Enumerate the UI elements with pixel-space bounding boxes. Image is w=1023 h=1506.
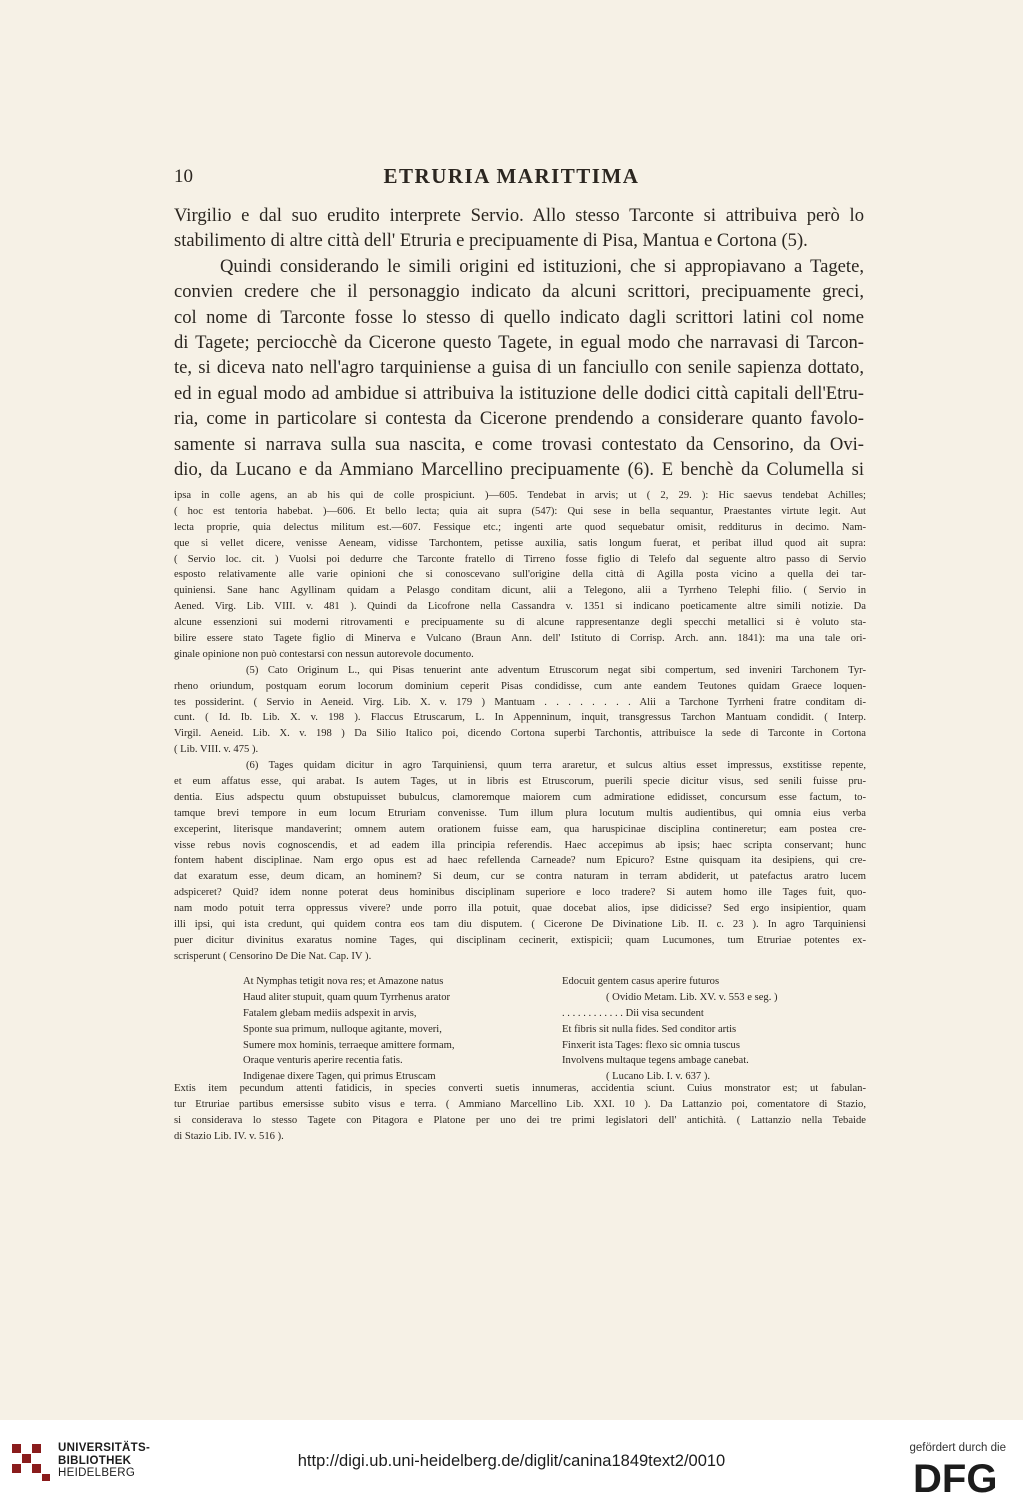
verse-line-left: Sponte sua primum, nulloque agitante, moveri,: [243, 1023, 442, 1035]
note-line: tur Etruriae partibus emersisse subito visus e terra. ( Ammiano Marcellino Lib. XXI. 10 ). Da Lattanzio poi, comentatore di Stazio,: [174, 1098, 866, 1110]
body-line: Virgilio e dal suo erudito interprete Servio. Allo stesso Tarconte si attribuiva però lo: [174, 205, 864, 226]
dfg-logo: [913, 1458, 1009, 1496]
body-line: te, si diceva nato nell'agro tarquiniense a guisa di un fanciullo con senile sapienza dottato,: [174, 357, 864, 379]
library-name: UNIVERSITÄTS- BIBLIOTHEK HEIDELBERG: [58, 1442, 151, 1479]
note-line: (5) Cato Originum L., qui Pisas tenuerint ante adventum Etruscorum negat sibi compertum, sed inveniri Tarchonem Tyr-: [246, 664, 866, 676]
verse-line-right: Edocuit gentem casus aperire futuros: [562, 976, 720, 987]
note-line: nam modo potuit terra oppressus vivere? unde porro illa potuit, quae docebat alios, ipse didicisse? Sed ergo insipientior, quam: [174, 903, 866, 915]
verse-line-right: . . . . . . . . . . . . Dii visa secundent: [562, 1007, 704, 1019]
body-line: convien credere che il personaggio indicato da alcuni scrittori, precipuamente greci,: [174, 281, 864, 303]
note-line: Virgil. Aeneid. Lib. X. v. 198 ) Da Silio Italico poi, dicendo Cortona superbi Tarchontis, attribuisce la sede di Tarconte in Cortona: [174, 728, 866, 740]
note-line: tes possiderint. ( Servio in Aeneid. Virg. Lib. X. v. 179 ) Mantuam . . . . . . . . Alii a Tarchone Tyrrheni fratre conditam di-: [174, 696, 866, 708]
note-line: et eum affatus esse, qui arabat. Is autem Tages, ut in libris est Etruscorum, puerili specie dicitur visus, sed senili fuisse pru-: [174, 776, 866, 788]
note-line: si considerava lo stesso Tagete con Pitagora e Platone per uno dei tre primi legislatori dell' antichità. ( Lattanzio nella Tebaide: [174, 1114, 866, 1126]
note-line: Extis item pecundum attenti fatidicis, in species converti suetis innumeras, accidentia sciunt. Cuius monstrator est; ut fabulan-: [174, 1083, 866, 1094]
note-line: puer dicitur divinitus exaratus nomine Tages, qui disciplinam cecinerit, extispicii; quam Lucumones, tum Etruriae potentes ex-: [174, 934, 866, 946]
verse-row: [243, 1053, 843, 1069]
note-line: (6) Tages quidam dicitur in agro Tarquiniensi, quum terra araretur, et sulcus altius esset impressus, exstitisse repente,: [246, 760, 866, 772]
note-line: rheno oriundum, postquam eorum locorum dominium ceperit Pisas condidisse, cum ante eandem Teutones quidam Graece loquen-: [174, 680, 866, 692]
body-line: dio, da Lucano e da Ammiano Marcellino precipuamente (6). E benchè da Columella si: [174, 458, 864, 480]
verse-row: [243, 1038, 843, 1054]
body-line: col nome di Tarconte fosse lo stesso di quello indicato dagli scrittori latini col nome: [174, 306, 864, 328]
body-line: samente si narrava sulla sua nascita, e come trovasi contestato da Censorino, da Ovi-: [174, 433, 864, 455]
verse-line-left: Fatalem glebam mediis adspexit in arvis,: [243, 1007, 417, 1019]
note-line: dat exaratum esse, deum dicam, an hominem? Si deum, cur se contra naturam in terram abdiderit, ut patefactus aratro lucem: [174, 871, 866, 883]
digitization-footer: [0, 1420, 1023, 1506]
note-line: exceperint, literisque mandaverint; omnem autem orationem fuisse eam, qua haruspicinae disciplina contineretur; eam postea cre-: [174, 823, 866, 835]
page-number: 10: [174, 166, 193, 187]
verse-row: [243, 1006, 843, 1022]
verse-line-left: Oraque venturis aperire recentia fatis.: [243, 1055, 403, 1067]
note-line: fontem habent disciplinae. Nam ergo opus est ad haec refellenda Carneade? num Epicuro? Estne quisquam ita desipiens, qui cre-: [174, 855, 866, 867]
note-line: ( hoc est tentoria habebat. )—606. Et bello lecta; quia ait supra (547): Qui sese in bella sequantur, Praestantes virtute legit. Aut: [174, 505, 866, 517]
permalink-url[interactable]: http://digi.ub.uni-heidelberg.de/diglit/canina1849text2/0010: [297, 1452, 726, 1470]
verse-line-right: ( Ovidio Metam. Lib. XV. v. 553 e seg. ): [606, 991, 778, 1003]
note-line: ginale opinione non può contestarsi con nessun autorevole documento.: [174, 648, 474, 660]
verse-row: [243, 974, 843, 990]
note-line: dentia. Eius adspectu quum obstupuisset bubulcus, clamoremque maiorem cum admiratione edidisset, concursum esse factum, to-: [174, 791, 866, 803]
body-line: Quindi considerando le simili origini ed istituzioni, che si appropiavano a Tagete,: [220, 255, 864, 277]
funded-by-label: gefördert durch die: [909, 1442, 1006, 1454]
verse-line-right: Finxerit ista Tages: flexo sic omnia tuscus: [562, 1039, 740, 1051]
body-line: ed in egual modo ad ambidue si attribuiva la istituzione delle dodici città capitali dell'Etru-: [174, 382, 864, 404]
note-line: Aened. Virg. Lib. VIII. v. 481 ). Quindi da Licofrone nella Cassandra v. 1351 si indicano poeticamente altre simili notizie. Da: [174, 601, 866, 613]
note-line: que si vellet dicere, venisse Aeneam, vidisse Tarchontem, petisse auxilia, satis longum fuerat, et peribat illud quod ait supra:: [174, 537, 866, 549]
note-line: visse rebus novis cognoscendis, et ad eadem illa principia referendis. Haec accepimus ab ipsis; haec scripta conservant; hunc: [174, 839, 866, 851]
note-line: adspiceret? Quid? idem nonne poterat deus hominibus disciplinam superiore e loco tradere? Si autem homo ille Tages fuit, quo-: [174, 887, 866, 899]
body-line: ria, come in particolare si contesta da Cicerone prendendo a considerare quanto favolo-: [174, 408, 864, 430]
note-line: scrisperunt ( Censorino De Die Nat. Cap. IV ).: [174, 950, 372, 962]
note-line: alcune essenzioni sui moderni ritrovamenti e precipuamente su di alcune rappresentanze degli specchi metallici si è voluto sta-: [174, 617, 866, 629]
note-line: lecta proprie, quia delectus militum est.—607. Fessique etc.; ingenti arte quod sequebatur omisit, redditurus in decimo. Nam-: [174, 521, 866, 533]
note-line: illi ipsi, qui ista credunt, qui quidem contra eos tam diu disputem. ( Cicerone De Divinatione Lib. II. c. 23 ). In agro Tarquiniensi: [174, 919, 866, 931]
note-line: bilire essere stato Tagete figlio di Minerva e Vulcano (Braun Ann. dell' Istituto di Corrisp. Arch. ann. 1841): ma una tale ori-: [174, 633, 866, 645]
svg-text:DFG: DFG: [913, 1458, 998, 1496]
note-line: ( Servio loc. cit. ) Vuolsi poi dedurre che Tarconte fratello di Tirreno fosse figlio di Telefo dal seguente altro passo di Servio: [174, 553, 866, 565]
verse-line-left: Sumere mox hominis, terraeque amittere formam,: [243, 1039, 455, 1051]
note-line: cunt. ( Id. Ib. Lib. X. v. 198 ). Flaccus Etruscarum, L. In Appenninum, inquit, transgressus Tarchon Mantuam condidit. ( Interp.: [174, 712, 866, 724]
body-line: di Tagete; perciocchè da Cicerone questo Tagete, in egual modo che narravasi di Tarcon-: [174, 331, 864, 353]
verse-line-right: ( Lucano Lib. I. v. 637 ).: [606, 1071, 711, 1083]
footnotes-continued: [174, 1081, 866, 1145]
note-line: esposto relativamente alle varie opinioni che si conoscevano sull'origine della città di Agilla posta vicino a quella dei tar-: [174, 569, 866, 581]
verse-line-left: At Nymphas tetigit nova res; et Amazone natus: [243, 976, 444, 987]
running-title: ETRURIA MARITTIMA: [383, 164, 640, 188]
note-line: quiniensi. Sane hanc Agyllinam quidam a Pelasgo conditam dicunt, alii a Telegono, alii a Tyrrheno Telephi filio. ( Servio in: [174, 585, 866, 597]
body-text: [174, 203, 864, 482]
body-line: stabilimento di altre città dell' Etruria e precipuamente di Pisa, Mantua e Cortona (5).: [174, 230, 808, 252]
verse-line-left: Indigenae dixere Tagen, qui primus Etruscam: [243, 1071, 436, 1083]
verse-line-left: Haud aliter stupuit, quam quum Tyrrhenus arator: [243, 991, 451, 1003]
verse-row: [243, 1022, 843, 1038]
note-line: ipsa in colle agens, an ab his qui de colle prospiciunt. )—605. Tendebat in arvis; ut ( 2, 29. ): Hic saevus tendebat Achilles;: [174, 490, 866, 501]
note-line: di Stazio Lib. IV. v. 516 ).: [174, 1130, 284, 1142]
verse-line-right: Involvens multaque tegens ambage canebat.: [562, 1055, 749, 1067]
note-line: tamque brevi tempore in eum locum Etruriam convenisse. Tum illum plura locutum multis audientibus, qui omnia eius verba: [174, 807, 866, 819]
verse-row: [243, 990, 843, 1006]
verse-quotation: [243, 974, 843, 1085]
verse-line-right: Et fibris sit nulla fides. Sed conditor artis: [562, 1023, 737, 1035]
note-line: ( Lib. VIII. v. 475 ).: [174, 744, 259, 756]
footnotes: [174, 488, 866, 965]
